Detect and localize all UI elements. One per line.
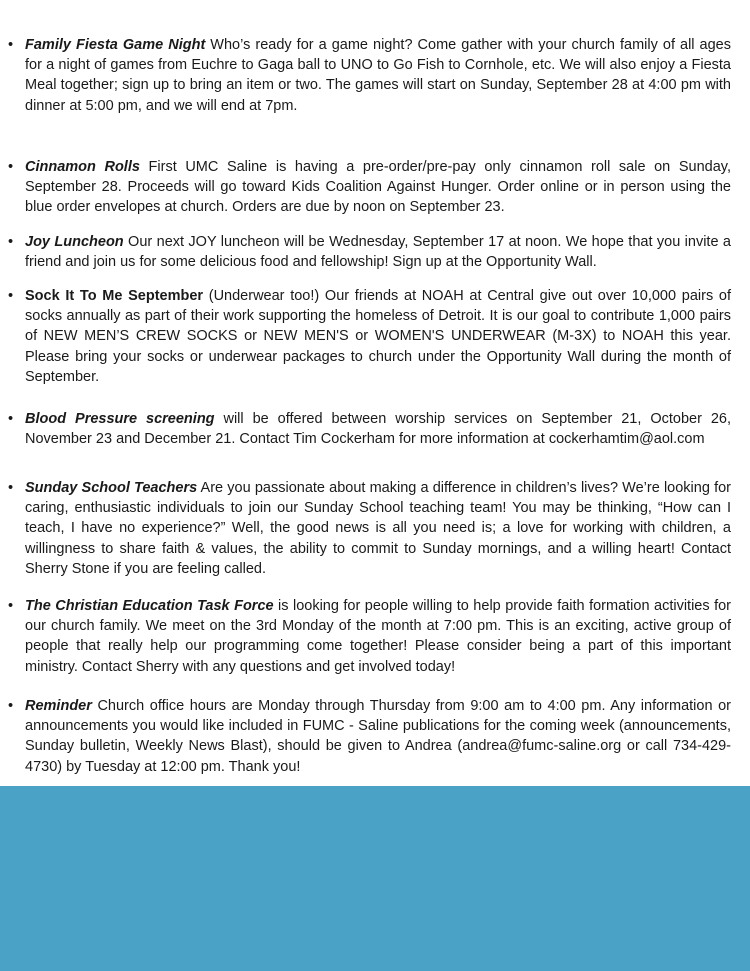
item-body: Church office hours are Monday through Thursday from 9:00 am to 4:00 pm. Any information or announcements you would like included in FUMC - Saline publications for the coming week (announcements, Sunday bulletin, Weekly News Blast), should be given to Andrea (andrea@fumc-saline.org or call 734-429-4730) by Tuesday at 12:00 pm. Thank you! (25, 698, 731, 775)
list-item (8, 696, 731, 777)
item-title: The Christian Education Task Force (25, 598, 274, 614)
bullet-icon: • (8, 411, 14, 427)
item-title: Sock It To Me September (25, 288, 204, 304)
bullet-icon: • (8, 598, 14, 614)
item-title: Blood Pressure screening (25, 411, 215, 427)
item-text (25, 409, 731, 449)
bullet-icon: • (8, 37, 14, 53)
item-body: (Underwear too!) Our friends at NOAH at Central give out over 10,000 pairs of socks annually as part of their work supporting the homeless of Detroit. It is our goal to contribute 1,000 pairs of NEW MEN’S CREW SOCKS or NEW MEN'S or WOMEN'S UNDERWEAR (M-3X) to NOAH this year. Please bring your socks or underwear packages to church under the Opportunity Wall during the month of September. (25, 288, 731, 385)
item-text (25, 596, 731, 677)
item-body: Our next JOY luncheon will be Wednesday, September 17 at noon. We hope that you invite a friend and join us for some delicious food and fellowship! Sign up at the Opportunity Wall. (25, 234, 731, 271)
bullet-icon: • (8, 480, 14, 496)
item-text (25, 696, 731, 777)
item-text (25, 157, 731, 218)
footer-band (0, 786, 750, 971)
item-body: is looking for people willing to help provide faith formation activities for our church family. We meet on the 3rd Monday of the month at 7:00 pm. This is an exciting, active group of people that really help our programming come together! Please consider being a part of this important ministry. Contact Sherry with any questions and get involved today! (25, 598, 731, 675)
list-item (8, 286, 731, 387)
item-body: Who’s ready for a game night? Come gather with your church family of all ages for a night of games from Euchre to Gaga ball to UNO to Go Fish to Cornhole, etc. We will also enjoy a Fiesta Meal together; sign up to bring an item or two. The games will start on Sunday, September 28 at 4:00 pm with dinner at 5:00 pm, and we will end at 7pm. (25, 37, 731, 114)
list-item (8, 232, 731, 272)
list-item (8, 596, 731, 677)
list-item (8, 409, 731, 449)
item-title: Joy Luncheon (25, 234, 124, 250)
bullet-icon: • (8, 288, 14, 304)
list-item (8, 478, 731, 579)
list-item (8, 35, 731, 116)
item-text (25, 478, 731, 579)
item-body: Are you passionate about making a difference in children’s lives? We’re looking for caring, enthusiastic individuals to join our Sunday School teaching team! You may be thinking, “How can I teach, I have no experience?” Well, the good news is all you need is; a love for working with children, a willingness to share faith & values, the ability to commit to Sunday mornings, and a willing heart! Contact Sherry Stone if you are feeling called. (25, 480, 731, 577)
bullet-icon: • (8, 159, 14, 175)
item-title: Reminder (25, 698, 92, 714)
item-title: Family Fiesta Game Night (25, 37, 206, 53)
list-item (8, 157, 731, 218)
bullet-icon: • (8, 234, 14, 250)
bullet-icon: • (8, 698, 14, 714)
item-text (25, 35, 731, 116)
item-text (25, 232, 731, 272)
item-body: First UMC Saline is having a pre-order/pre-pay only cinnamon roll sale on Sunday, September 28. Proceeds will go toward Kids Coalition Against Hunger. Order online or in person using the blue order envelopes at church. Orders are due by noon on September 23. (25, 159, 731, 216)
item-body: will be offered between worship services on September 21, October 26, November 23 and December 21. Contact Tim Cockerham for more information at cockerhamtim@aol.com (25, 411, 732, 448)
item-title: Sunday School Teachers (25, 480, 198, 496)
item-title: Cinnamon Rolls (25, 159, 140, 175)
item-text (25, 286, 731, 387)
